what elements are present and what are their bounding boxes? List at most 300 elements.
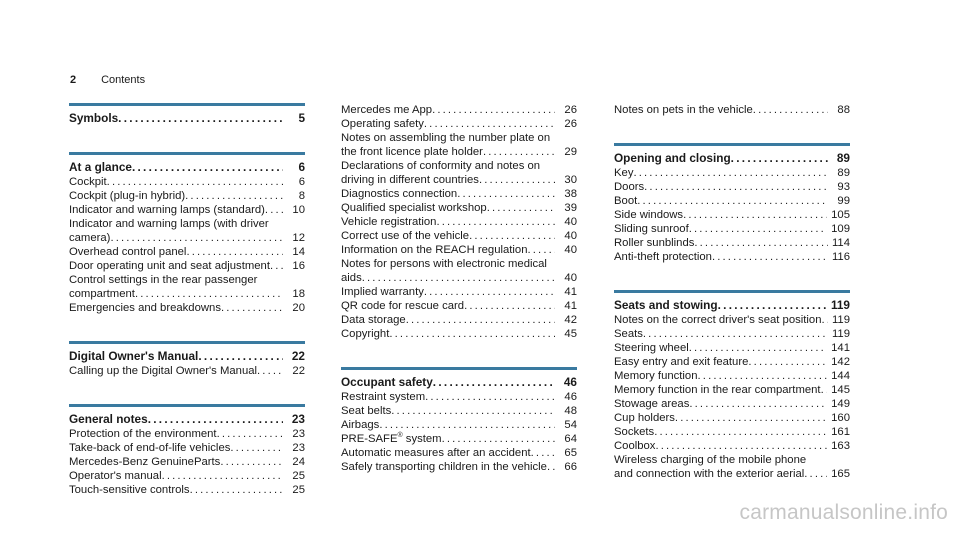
dot-leader <box>148 411 283 427</box>
toc-entry-line <box>341 313 577 327</box>
toc-entry-line <box>69 441 305 455</box>
toc-entry-text: and connection with the exterior aerial <box>614 468 805 480</box>
toc-entry-text: Operating safety <box>341 118 424 130</box>
section-divider <box>614 143 850 146</box>
dot-leader <box>748 355 827 369</box>
toc-entry-text: Mercedes-Benz GenuineParts <box>69 456 221 468</box>
toc-entry-text: Automatic measures after an accident <box>341 447 531 459</box>
dot-leader <box>643 327 828 341</box>
toc-entry-line <box>341 404 577 418</box>
toc-page-number: 144 <box>831 370 850 382</box>
section-page-number: 6 <box>298 160 305 174</box>
toc-entry[interactable] <box>341 131 577 159</box>
toc-page-number: 88 <box>837 104 850 116</box>
dot-leader <box>464 299 555 313</box>
toc-page-number: 160 <box>831 412 850 424</box>
dot-leader <box>469 229 555 243</box>
toc-entry-text: Wireless charging of the mobile phone <box>614 454 807 466</box>
toc-entry-line <box>614 355 850 369</box>
toc-entry-text: Doors <box>614 181 645 193</box>
toc-entry-line <box>341 173 577 187</box>
toc-entry[interactable] <box>614 397 850 411</box>
toc-page-number: 23 <box>292 442 305 454</box>
toc-entry-text: Seats <box>614 328 643 340</box>
dot-leader <box>424 285 555 299</box>
toc-entry-line <box>341 243 577 257</box>
toc-entry[interactable] <box>614 327 850 341</box>
toc-entry[interactable] <box>341 187 577 201</box>
page-number: 2 <box>70 74 77 86</box>
toc-entry-line <box>614 397 850 411</box>
toc-entry-line <box>341 299 577 313</box>
dot-leader <box>110 231 283 245</box>
toc-entry-line <box>341 103 577 117</box>
section-title: At a glance <box>69 160 132 174</box>
toc-entry-line <box>614 208 850 222</box>
dot-leader <box>257 364 283 378</box>
toc-page-number: 6 <box>298 176 305 188</box>
toc-entry-text: Memory function <box>614 370 698 382</box>
dot-leader <box>457 187 555 201</box>
toc-entry[interactable] <box>341 243 577 257</box>
toc-entry[interactable] <box>341 327 577 341</box>
toc-entry-text: Data storage <box>341 314 406 326</box>
dot-leader <box>689 222 827 236</box>
dot-leader <box>190 483 283 497</box>
dot-leader <box>107 175 283 189</box>
dot-leader <box>718 297 827 313</box>
toc-entry-text: Restraint system <box>341 391 426 403</box>
toc-entry[interactable] <box>614 166 850 180</box>
toc-entry[interactable] <box>341 117 577 131</box>
toc-entry[interactable] <box>341 313 577 327</box>
section-title: Occupant safety <box>341 375 433 389</box>
toc-page-number: 40 <box>564 216 577 228</box>
toc-entry-text: Door operating unit and seat adjustment <box>69 260 270 272</box>
toc-page-number: 149 <box>831 398 850 410</box>
section-page-number: 119 <box>830 298 850 312</box>
toc-entry-text: Stowage areas <box>614 398 690 410</box>
toc-entry-line <box>614 313 850 327</box>
toc-entry-line <box>69 469 305 483</box>
toc-entry-line <box>341 145 577 159</box>
dot-leader <box>655 439 827 453</box>
toc-entry-line <box>69 231 305 245</box>
toc-entry-text: Memory function in the rear compartment <box>614 384 821 396</box>
toc-entry[interactable] <box>69 441 305 455</box>
toc-entry-line <box>614 425 850 439</box>
dot-leader <box>230 441 283 455</box>
toc-entry[interactable] <box>341 418 577 432</box>
toc-entry-text: Coolbox <box>614 440 656 452</box>
dot-leader <box>265 203 283 217</box>
toc-entry-text: aids <box>341 272 362 284</box>
section-title-row[interactable] <box>614 150 850 166</box>
toc-page-number: 26 <box>564 104 577 116</box>
toc-entry-line <box>614 166 850 180</box>
dot-leader <box>528 243 556 257</box>
toc-entry[interactable] <box>69 245 305 259</box>
toc-page-number: 40 <box>564 230 577 242</box>
toc-section <box>614 103 850 117</box>
dot-leader <box>270 259 283 273</box>
toc-entry-line <box>341 418 577 432</box>
toc-entry-text: Safely transporting children in the vehicle <box>341 461 547 473</box>
toc-entry[interactable] <box>341 201 577 215</box>
dot-leader <box>432 103 555 117</box>
toc-page-number: 39 <box>564 202 577 214</box>
toc-entry[interactable] <box>614 313 850 327</box>
toc-entry-text: Touch-sensitive controls <box>69 484 190 496</box>
toc-entry-line <box>341 285 577 299</box>
toc-page-number: 26 <box>564 118 577 130</box>
toc-entry[interactable] <box>614 180 850 194</box>
toc-page-number: 18 <box>292 288 305 300</box>
toc-entry[interactable] <box>341 446 577 460</box>
toc-page-number: 65 <box>564 447 577 459</box>
toc-entry[interactable] <box>614 103 850 117</box>
toc-page-number: 25 <box>292 470 305 482</box>
toc-entry-line <box>614 439 850 453</box>
toc-page-number: 38 <box>564 188 577 200</box>
toc-entry-line <box>69 427 305 441</box>
toc-entry-line <box>614 467 850 481</box>
toc-entry-line <box>614 341 850 355</box>
toc-entry-text: Declarations of conformity and notes on <box>341 160 541 172</box>
toc-column-3 <box>614 103 850 507</box>
toc-entry-text: Cockpit (plug-in hybrid) <box>69 190 186 202</box>
watermark: carmanualsonline.info <box>739 501 948 524</box>
toc-page-number: 161 <box>831 426 850 438</box>
toc-entry[interactable] <box>69 455 305 469</box>
toc-entry-text: the front licence plate holder <box>341 146 483 158</box>
dot-leader <box>220 455 283 469</box>
toc-section <box>614 143 850 264</box>
dot-leader <box>694 236 828 250</box>
toc-page-number: 163 <box>831 440 850 452</box>
toc-entry-text: compartment <box>69 288 135 300</box>
toc-entry-line <box>614 250 850 264</box>
toc-entry-text: Take-back of end-of-life vehicles <box>69 442 231 454</box>
toc-entry[interactable] <box>341 215 577 229</box>
toc-entry[interactable] <box>614 383 850 397</box>
toc-entry-line <box>69 364 305 378</box>
toc-page-number: 40 <box>564 244 577 256</box>
dot-leader <box>804 467 827 481</box>
toc-entry-text: Calling up the Digital Owner's Manual <box>69 365 258 377</box>
dot-leader <box>442 432 555 446</box>
section-divider <box>69 341 305 344</box>
section-title: Symbols <box>69 111 119 125</box>
toc-entry-line <box>614 383 850 397</box>
toc-page-number: 114 <box>831 237 850 249</box>
toc-entry[interactable] <box>614 425 850 439</box>
toc-page-number: 109 <box>831 223 850 235</box>
section-title-row[interactable] <box>69 348 305 364</box>
dot-leader <box>487 201 555 215</box>
dot-leader <box>675 411 827 425</box>
toc-page-number: 165 <box>831 468 850 480</box>
toc-page-number: 12 <box>292 232 305 244</box>
section-divider <box>69 103 305 106</box>
section-title-row[interactable] <box>614 297 850 313</box>
toc-entry-line <box>614 222 850 236</box>
toc-entry-line <box>341 446 577 460</box>
dot-leader <box>683 208 827 222</box>
toc-entry-text: Emergencies and breakdowns <box>69 302 221 314</box>
toc-entry-line <box>614 369 850 383</box>
section-title-row[interactable] <box>69 159 305 175</box>
toc-page-number: 93 <box>837 181 850 193</box>
toc-entry-text: Notes on pets in the vehicle <box>614 104 753 116</box>
toc-entry[interactable] <box>614 250 850 264</box>
toc-entry-text: Indicator and warning lamps (with driver <box>69 218 269 230</box>
toc-section <box>69 341 305 378</box>
dot-leader <box>731 150 828 166</box>
toc-entry[interactable] <box>341 285 577 299</box>
toc-entry-text: Vehicle registration <box>341 216 437 228</box>
dot-leader <box>135 287 283 301</box>
dot-leader <box>637 194 828 208</box>
dot-leader <box>436 215 555 229</box>
toc-entry[interactable] <box>69 483 305 497</box>
toc-entry[interactable] <box>614 194 850 208</box>
section-title-row[interactable] <box>69 110 305 126</box>
toc-column-2 <box>341 103 577 500</box>
toc-entry[interactable] <box>69 273 305 301</box>
toc-entry[interactable] <box>614 439 850 453</box>
toc-page-number: 30 <box>564 174 577 186</box>
dot-leader <box>424 117 555 131</box>
toc-entry-text: Side windows <box>614 209 684 221</box>
toc-page-number: 16 <box>292 260 305 272</box>
toc-entry-text: Steering wheel <box>614 342 689 354</box>
toc-page-number: 89 <box>837 167 850 179</box>
section-divider <box>69 404 305 407</box>
toc-entry-line <box>614 411 850 425</box>
toc-page-number: 23 <box>292 428 305 440</box>
toc-entry[interactable] <box>341 432 577 446</box>
dot-leader <box>547 460 555 474</box>
toc-entry-line <box>69 287 305 301</box>
toc-entry-text: Overhead control panel <box>69 246 187 258</box>
toc-entry[interactable] <box>341 257 577 285</box>
toc-entry[interactable] <box>341 390 577 404</box>
toc-entry[interactable] <box>614 369 850 383</box>
dot-leader <box>698 369 828 383</box>
toc-entry-text: camera) <box>69 232 111 244</box>
toc-entry[interactable] <box>69 217 305 245</box>
toc-entry[interactable] <box>614 341 850 355</box>
dot-leader <box>221 301 283 315</box>
toc-entry[interactable] <box>341 229 577 243</box>
section-title-row[interactable] <box>341 374 577 390</box>
toc-page-number: 45 <box>564 328 577 340</box>
dot-leader <box>118 110 283 126</box>
toc-entry-text: Indicator and warning lamps (standard) <box>69 204 265 216</box>
toc-entry[interactable] <box>341 103 577 117</box>
dot-leader <box>391 404 555 418</box>
dot-leader <box>389 327 555 341</box>
toc-entry-text: PRE-SAFE® system <box>341 432 442 445</box>
toc-page-number: 8 <box>298 190 305 202</box>
dot-leader <box>379 418 555 432</box>
toc-entry-text: Operator's manual <box>69 470 162 482</box>
dot-leader <box>162 469 283 483</box>
dot-leader <box>433 374 555 390</box>
toc-entry-line <box>614 103 850 117</box>
toc-entry-line <box>69 189 305 203</box>
section-title: Seats and stowing <box>614 298 718 312</box>
toc-entry[interactable] <box>614 222 850 236</box>
toc-page-number: 66 <box>564 461 577 473</box>
dot-leader <box>654 425 827 439</box>
toc-entry[interactable] <box>69 364 305 378</box>
toc-entry-text: Notes on the correct driver's seat position <box>614 314 822 326</box>
toc-entry[interactable] <box>614 411 850 425</box>
dot-leader <box>479 173 555 187</box>
dot-leader <box>425 390 555 404</box>
dot-leader <box>633 166 828 180</box>
toc-entry-text: Easy entry and exit feature <box>614 356 749 368</box>
toc-entry-text: Notes for persons with electronic medical <box>341 258 547 270</box>
section-page-number: 46 <box>563 375 577 389</box>
toc-entry-line <box>341 187 577 201</box>
toc-page-number: 14 <box>292 246 305 258</box>
toc-page-number: 24 <box>292 456 305 468</box>
toc-entry[interactable] <box>69 203 305 217</box>
toc-entry[interactable] <box>614 355 850 369</box>
toc-section <box>341 367 577 474</box>
toc-entry-line <box>69 455 305 469</box>
toc-entry[interactable] <box>341 460 577 474</box>
dot-leader <box>132 159 283 175</box>
section-title: Digital Owner's Manual <box>69 349 199 363</box>
toc-page-number: 29 <box>564 146 577 158</box>
toc-entry-text: Boot <box>614 195 638 207</box>
toc-page-number: 41 <box>564 286 577 298</box>
section-divider <box>341 367 577 370</box>
dot-leader <box>362 271 555 285</box>
toc-entry-line <box>614 236 850 250</box>
toc-entry-text: Key <box>614 167 634 179</box>
toc-entry[interactable] <box>341 299 577 313</box>
toc-entry-line <box>69 483 305 497</box>
section-divider <box>614 290 850 293</box>
toc-entry-text: Information on the REACH regulation <box>341 244 528 256</box>
toc-entry[interactable] <box>69 175 305 189</box>
section-title-row[interactable] <box>69 411 305 427</box>
toc-entry-text: Sliding sunroof <box>614 223 689 235</box>
toc-entry[interactable] <box>69 189 305 203</box>
toc-entry-text: Seat belts <box>341 405 392 417</box>
toc-section <box>69 404 305 497</box>
toc-page-number: 20 <box>292 302 305 314</box>
section-page-number: 23 <box>291 412 305 426</box>
toc-entry-text: Cup holders <box>614 412 675 424</box>
toc-page-number: 22 <box>292 365 305 377</box>
dot-leader <box>198 348 283 364</box>
toc-entry[interactable] <box>69 259 305 273</box>
toc-column-1 <box>69 103 305 523</box>
dot-leader <box>753 103 828 117</box>
toc-page-number: 40 <box>564 272 577 284</box>
toc-entry-line <box>341 271 577 285</box>
toc-entry-line <box>341 117 577 131</box>
toc-entry-line <box>341 327 577 341</box>
toc-entry-line <box>614 327 850 341</box>
toc-entry-text: Qualified specialist workshop <box>341 202 487 214</box>
toc-entry-line <box>69 301 305 315</box>
section-divider <box>69 152 305 155</box>
toc-entry-text: Airbags <box>341 419 380 431</box>
toc-entry-line <box>341 201 577 215</box>
toc-page-number: 10 <box>292 204 305 216</box>
toc-section <box>69 152 305 315</box>
section-page-number: 5 <box>298 111 305 125</box>
toc-section <box>341 103 577 341</box>
toc-entry-line <box>69 259 305 273</box>
dot-leader <box>712 250 828 264</box>
dot-leader <box>406 313 555 327</box>
toc-entry-line <box>69 203 305 217</box>
toc-page-number: 48 <box>564 405 577 417</box>
toc-entry[interactable] <box>614 236 850 250</box>
toc-entry[interactable] <box>69 469 305 483</box>
toc-entry[interactable] <box>69 301 305 315</box>
toc-page-number: 105 <box>831 209 850 221</box>
dot-leader <box>644 180 828 194</box>
section-page-number: 89 <box>836 151 850 165</box>
toc-entry-text: Implied warranty <box>341 286 424 298</box>
toc-entry-text: Notes on assembling the number plate on <box>341 132 551 144</box>
toc-entry[interactable] <box>614 208 850 222</box>
dot-leader <box>186 245 283 259</box>
toc-page-number: 41 <box>564 300 577 312</box>
toc-entry-line <box>69 175 305 189</box>
toc-entry-line <box>341 215 577 229</box>
toc-section <box>69 103 305 126</box>
toc-entry-text: Protection of the environment <box>69 428 217 440</box>
toc-page-number: 142 <box>831 356 850 368</box>
dot-leader <box>217 427 283 441</box>
toc-entry[interactable] <box>614 453 850 481</box>
toc-entry-text: Cockpit <box>69 176 107 188</box>
toc-entry-text: Mercedes me App <box>341 104 433 116</box>
toc-entry-line <box>341 229 577 243</box>
dot-leader <box>689 397 827 411</box>
toc-page-number: 46 <box>564 391 577 403</box>
toc-entry-text: Sockets <box>614 426 655 438</box>
section-page-number: 22 <box>291 349 305 363</box>
toc-entry-line <box>341 432 577 446</box>
toc-page-number: 116 <box>831 251 850 263</box>
toc-entry-text: Anti-theft protection <box>614 251 712 263</box>
toc-entry[interactable] <box>341 404 577 418</box>
toc-entry[interactable] <box>69 427 305 441</box>
toc-entry[interactable] <box>341 159 577 187</box>
toc-page-number: 42 <box>564 314 577 326</box>
toc-page-number: 64 <box>564 433 577 445</box>
toc-entry-line <box>341 390 577 404</box>
toc-entry-line <box>69 245 305 259</box>
toc-entry-text: driving in different countries <box>341 174 479 186</box>
toc-page-number: 145 <box>831 384 850 396</box>
toc-page-number: 54 <box>564 419 577 431</box>
dot-leader <box>531 446 555 460</box>
toc-page-number: 141 <box>831 342 850 354</box>
toc-entry-text: Roller sunblinds <box>614 237 695 249</box>
